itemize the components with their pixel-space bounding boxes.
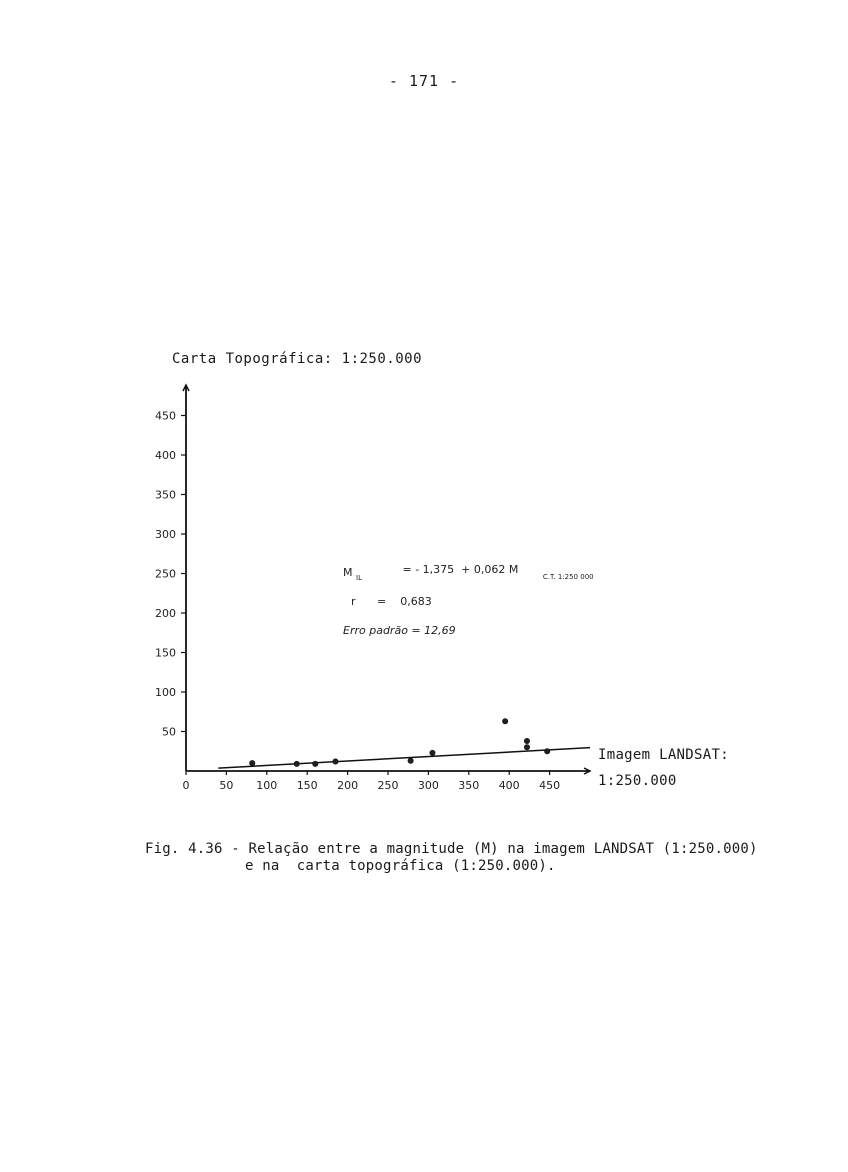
y-tick-label: 450 bbox=[155, 409, 176, 423]
data-point bbox=[313, 761, 318, 766]
y-tick-label: 250 bbox=[155, 567, 176, 581]
x-tick-label: 250 bbox=[377, 779, 399, 792]
regression-annotations bbox=[343, 563, 611, 637]
x-tick-label: 150 bbox=[296, 779, 318, 792]
x-axis-ticks bbox=[183, 771, 561, 792]
data-point bbox=[524, 738, 529, 743]
x-tick-label: 50 bbox=[219, 779, 234, 792]
y-tick-label: 300 bbox=[155, 528, 176, 541]
y-tick-label: 350 bbox=[155, 488, 176, 502]
y-tick-label: 400 bbox=[155, 449, 176, 462]
regression-line-group bbox=[218, 748, 590, 769]
x-axis-title-line2: 1:250.000 bbox=[598, 773, 677, 789]
r-value: = 0,683 bbox=[377, 595, 432, 608]
data-point bbox=[250, 761, 255, 766]
equation-rhs: = - 1,375 + 0,062 M $_{C.T. 1:250 000}$ bbox=[402, 563, 594, 581]
data-points bbox=[250, 719, 550, 767]
standard-error: Erro padrão = 12,69 bbox=[343, 624, 456, 637]
y-tick-label: 100 bbox=[155, 686, 176, 699]
x-tick-label: 300 bbox=[417, 779, 439, 792]
y-tick-label: 200 bbox=[155, 607, 176, 620]
page-number: - 171 - bbox=[388, 72, 460, 90]
data-point bbox=[333, 759, 338, 764]
r-label: r bbox=[351, 595, 356, 608]
x-tick-label: 450 bbox=[539, 779, 561, 792]
data-point bbox=[430, 750, 435, 755]
data-point bbox=[545, 749, 550, 754]
data-point bbox=[524, 745, 529, 750]
caption-line1: Fig. 4.36 - Relação entre a magnitude (M) na imagem LANDSAT (1:250.000) bbox=[145, 841, 758, 857]
regression-line bbox=[218, 748, 590, 769]
chart-axes bbox=[183, 385, 590, 774]
caption-line2: e na carta topográfica (1:250.000). bbox=[245, 858, 556, 874]
x-tick-label: 100 bbox=[256, 779, 278, 792]
data-point bbox=[294, 761, 299, 766]
x-axis-title-line1: Imagem LANDSAT: bbox=[598, 747, 729, 763]
equation-lhs: M $_{IL}$ bbox=[343, 566, 362, 582]
y-tick-label: 150 bbox=[155, 646, 176, 660]
x-tick-label: 0 bbox=[182, 779, 190, 792]
y-axis-title: Carta Topográfica: 1:250.000 bbox=[172, 351, 423, 367]
x-tick-label: 200 bbox=[337, 779, 359, 792]
x-tick-label: 400 bbox=[498, 779, 520, 792]
data-point bbox=[503, 719, 508, 724]
figure-caption bbox=[145, 841, 758, 875]
data-point bbox=[408, 758, 413, 763]
x-axis-title bbox=[598, 742, 729, 794]
y-axis-ticks bbox=[155, 410, 186, 739]
y-tick-label: 50 bbox=[162, 725, 176, 739]
x-tick-label: 350 bbox=[458, 779, 480, 792]
